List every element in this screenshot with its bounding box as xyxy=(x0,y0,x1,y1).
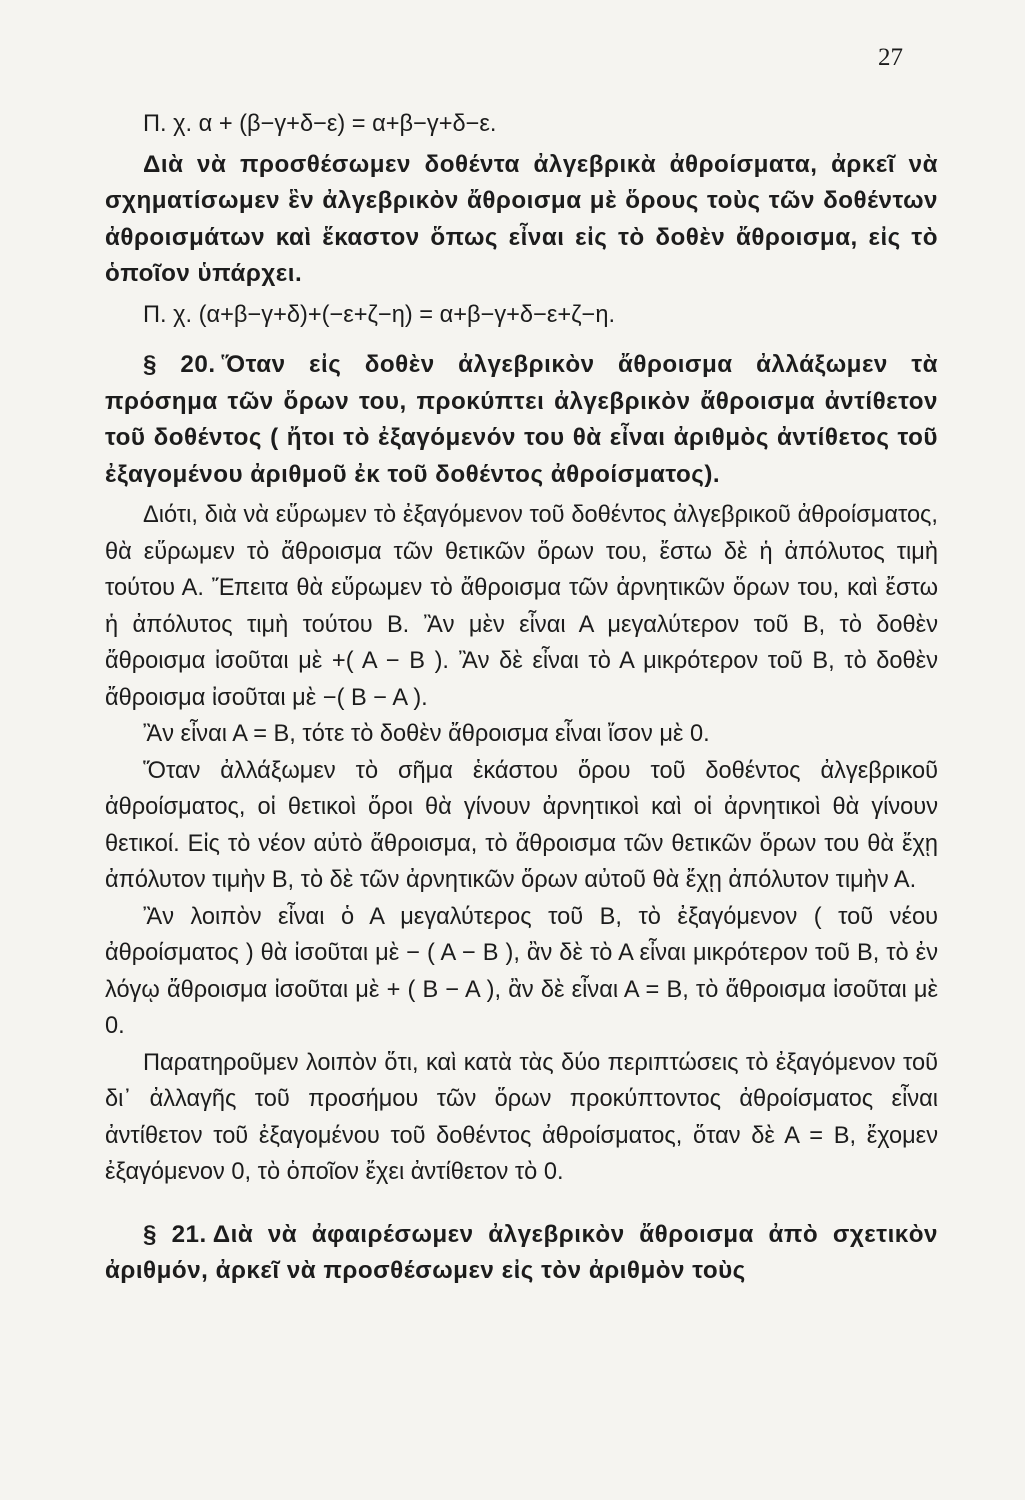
section-20-proof-paragraph-3: Ὅταν ἀλλάξωμεν τὸ σῆμα ἑκάστου ὅρου τοῦ δοθέντος ἀλγεβρικοῦ ἀθροίσματος, οἱ θετικοὶ ὅροι θὰ γίνουν ἀρνητικοὶ καὶ οἱ ἀρνητικοὶ θὰ γίνουν θετικοί. Εἰς τὸ νέον αὐτὸ ἄθροισμα, τὸ ἄθροισμα τῶν θετικῶν ὅρων του θὰ ἔχῃ ἀπόλυτον τιμὴν Β, τὸ δὲ τῶν ἀρνητικῶν ὅρων αὐτοῦ θὰ ἔχῃ ἀπόλυτον τιμὴν Α. xyxy=(105,757,938,893)
section-20-conclusion: Παρατηροῦμεν λοιπὸν ὅτι, καὶ κατὰ τὰς δύο περιπτώσεις τὸ ἐξαγόμενον τοῦ δι᾽ ἀλλαγῆς τοῦ προσήμου τῶν ὅρων προκύπτοντος ἀθροίσματος εἶναι ἀντίθετον τοῦ ἐξαγομένου τοῦ δοθέντος ἀθροίσματος, ὅταν δὲ Α = Β, ἔχομεν ἐξαγόμενον 0, τὸ ὁποῖον ἔχει ἀντίθετον τὸ 0. xyxy=(105,1049,938,1185)
example-formula-1: Π. χ. α + (β−γ+δ−ε) = α+β−γ+δ−ε. xyxy=(143,111,497,137)
rule-addition-paragraph: Διὰ νὰ προσθέσωμεν δοθέντα ἀλγεβρικὰ ἀθροίσματα, ἀρκεῖ νὰ σχηματίσωμεν ἓν ἀλγεβρικὸν ἄθροισμα μὲ ὅρους τοὺς τῶν δοθέντων ἀθροισμάτων καὶ ἕκαστον ὅπως εἶναι εἰς τὸ δοθὲν ἄθροισμα, εἰς τὸ ὁποῖον ὑπάρχει. xyxy=(105,150,938,287)
section-20-statement xyxy=(105,347,938,493)
section-21-statement-text: Διὰ νὰ ἀφαιρέσωμεν ἀλγεβρικὸν ἄθροισμα ἀπὸ σχετικὸν ἀριθμόν, ἀρκεῖ νὰ προσθέσωμεν εἰς τὸν ἀριθμὸν τοὺς xyxy=(105,1220,938,1284)
section-21-label: § 21. xyxy=(143,1220,207,1248)
section-20-proof-paragraph-1: Διότι, διὰ νὰ εὕρωμεν τὸ ἐξαγόμενον τοῦ δοθέντος ἀλγεβρικοῦ ἀθροίσματος, θὰ εὕρωμεν τὸ ἄθροισμα τῶν θετικῶν ὅρων του, ἔστω δὲ ἡ ἀπόλυτος τιμὴ τούτου Α. Ἔπειτα θὰ εὕρωμεν τὸ ἄθροισμα τῶν ἀρνητικῶν ὅρων του, καὶ ἔστω ἡ ἀπόλυτος τιμὴ τούτου Β. Ἂν μὲν εἶναι Α μεγαλύτερον τοῦ Β, τὸ δοθὲν ἄθροισμα ἰσοῦται μὲ +( Α − Β ). Ἂν δὲ εἶναι τὸ Α μικρότερον τοῦ Β, τὸ δοθὲν ἄθροισμα ἰσοῦται μὲ −( Β − Α ). xyxy=(105,502,938,711)
section-20-statement-text: Ὅταν εἰς δοθὲν ἀλγεβρικὸν ἄθροισμα ἀλλάξωμεν τὰ πρόσημα τῶν ὅρων του, προκύπτει ἀλγεβρικὸν ἄθροισμα ἀντίθετον τοῦ δοθέντος ( ἤτοι τὸ ἐξαγόμενόν του θὰ εἶναι ἀριθμὸς ἀντίθετος τοῦ ἐξαγομένου ἀριθμοῦ ἐκ τοῦ δοθέντος ἀθροίσματος). xyxy=(105,351,939,488)
section-20-proof-paragraph-4: Ἂν λοιπὸν εἶναι ὁ Α μεγαλύτερος τοῦ Β, τὸ ἐξαγόμενον ( τοῦ νέου ἀθροίσματος ) θὰ ἰσοῦται μὲ − ( Α − Β ), ἂν δὲ τὸ Α εἶναι μικρότερον τοῦ Β, τὸ ἐν λόγῳ ἄθροισμα ἰσοῦται μὲ + ( Β − Α ), ἂν δὲ εἶναι Α = Β, τὸ ἄθροισμα ἰσοῦται μὲ 0. xyxy=(105,903,938,1039)
page-body xyxy=(105,106,938,1290)
section-20-proof-paragraph-2: Ἂν εἶναι Α = Β, τότε τὸ δοθὲν ἄθροισμα εἶναι ἴσον μὲ 0. xyxy=(143,721,710,747)
section-20-label: § 20. xyxy=(143,351,216,378)
section-21-statement xyxy=(105,1217,938,1290)
example-formula-2: Π. χ. (α+β−γ+δ)+(−ε+ζ−η) = α+β−γ+δ−ε+ζ−η. xyxy=(143,301,616,328)
page-number: 27 xyxy=(878,44,903,71)
